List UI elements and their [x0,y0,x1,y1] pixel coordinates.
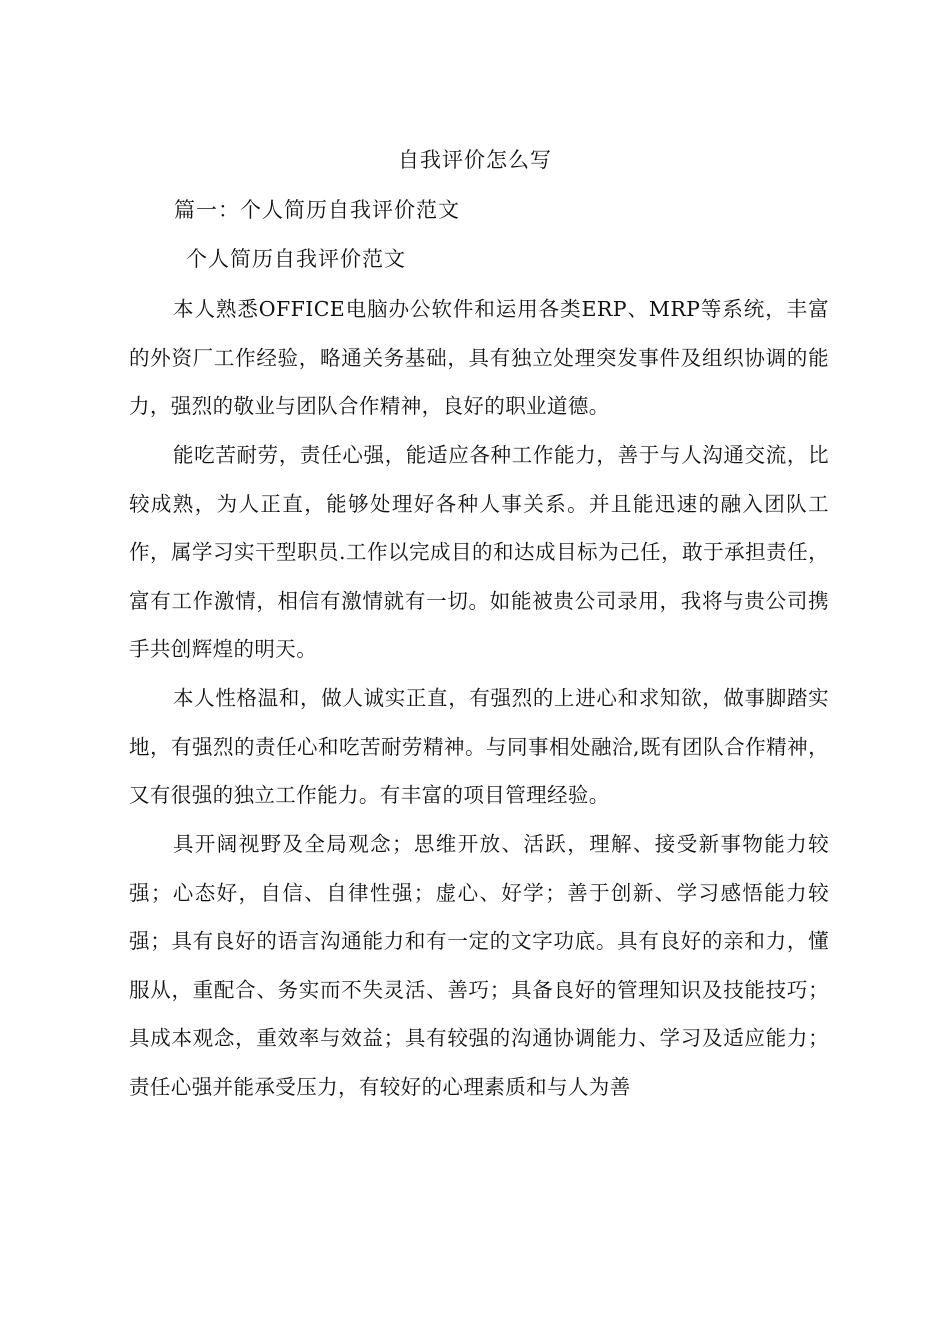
paragraph-1: 本人熟悉OFFICE电脑办公软件和运用各类ERP、MRP等系统，丰富的外资厂工作经验，略通关务基础，具有独立处理突发事件及组织协调的能力，强烈的敬业与团队合作精神，良好的职业道德。 [129,297,829,419]
section-heading: 篇一：个人简历自我评价范文 [174,198,460,222]
paragraph-3: 本人性格温和，做人诚实正直，有强烈的上进心和求知欲，做事脚踏实地，有强烈的责任心和吃苦耐劳精神。与同事相处融洽,既有团队合作精神，又有很强的独立工作能力。有丰富的项目管理经验。 [129,686,829,808]
paragraph-4: 具开阔视野及全局观念；思维开放、活跃，理解、接受新事物能力较强；心态好，自信、自律性强；虚心、好学；善于创新、学习感悟能力较强；具有良好的语言沟通能力和有一定的文字功底。具有良好的亲和力，懂服从，重配合、务实而不失灵活、善巧；具备良好的管理知识及技能技巧；具成本观念，重效率与效益；具有较强的沟通协调能力、学习及适应能力；责任心强并能承受压力，有较好的心理素质和与人为善 [129,832,829,1099]
document-title: 自我评价怎么写 [398,148,552,172]
sub-heading: 个人简历自我评价范文 [186,247,406,271]
paragraph-2: 能吃苦耐劳，责任心强，能适应各种工作能力，善于与人沟通交流，比较成熟，为人正直，能够处理好各种人事关系。并且能迅速的融入团队工作，属学习实干型职员.工作以完成目的和达成目标为己任，敢于承担责任，富有工作激情，相信有激情就有一切。如能被贵公司录用，我将与贵公司携手共创辉煌的明天。 [129,443,829,662]
